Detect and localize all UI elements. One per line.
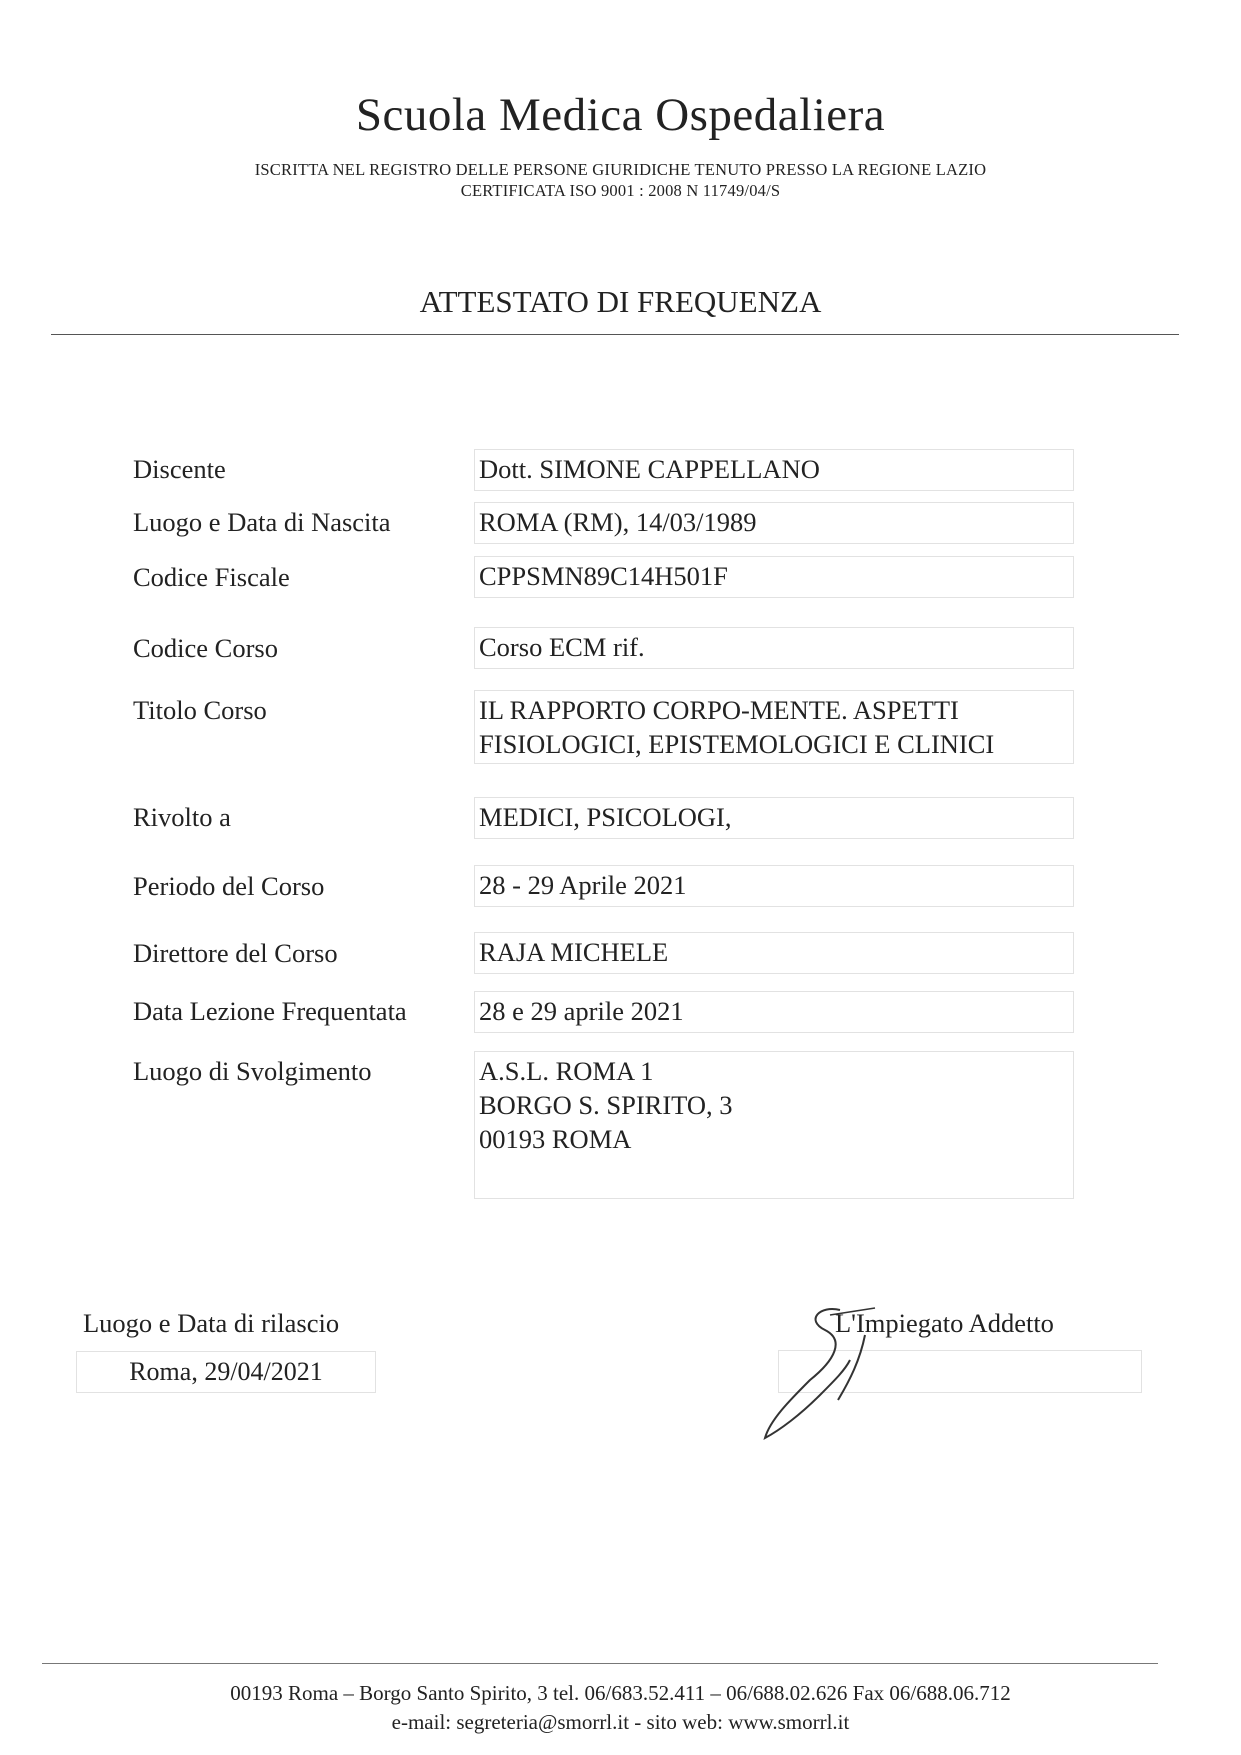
- certification-line: CERTIFICATA ISO 9001 : 2008 N 11749/04/S: [460, 181, 781, 200]
- field-label-periodo: Periodo del Corso: [133, 871, 325, 901]
- field-value-text: ROMA (RM), 14/03/1989: [479, 507, 757, 537]
- field-value-text: 28 e 29 aprile 2021: [479, 996, 684, 1026]
- field-value-line: 00193 ROMA: [479, 1124, 632, 1154]
- field-value-text: Dott. SIMONE CAPPELLANO: [479, 454, 820, 484]
- field-label-discente: Discente: [133, 454, 226, 484]
- field-value-text: 28 - 29 Aprile 2021: [479, 870, 687, 900]
- institution-name: Scuola Medica Ospedaliera: [355, 89, 886, 141]
- field-value-periodo: [474, 865, 1074, 907]
- footer-contacts: e-mail: segreteria@smorrl.it - sito web: www.smorrl.it: [391, 1710, 850, 1734]
- field-label-rivolto: Rivolto a: [133, 802, 231, 832]
- field-value-line: IL RAPPORTO CORPO-MENTE. ASPETTI: [479, 695, 959, 725]
- field-label-titolo-corso: Titolo Corso: [133, 695, 267, 725]
- release-value-box: [76, 1351, 376, 1393]
- field-value-discente: [474, 449, 1074, 491]
- field-value-nascita: [474, 502, 1074, 544]
- signatory-label: L'Impiegato Addetto: [835, 1308, 1054, 1338]
- handwritten-signature: [750, 1290, 930, 1460]
- release-value: Roma, 29/04/2021: [129, 1357, 323, 1386]
- footer-address: 00193 Roma – Borgo Santo Spirito, 3 tel. 06/683.52.411 – 06/688.02.626 Fax 06/688.06.712: [230, 1681, 1011, 1705]
- field-value-luogo-svolgimento: [474, 1051, 1074, 1199]
- field-value-data-lezione: [474, 991, 1074, 1033]
- header-divider: [51, 334, 1179, 335]
- field-value-line: A.S.L. ROMA 1: [479, 1056, 654, 1086]
- field-value-text: Corso ECM rif.: [479, 632, 645, 662]
- field-value-text: RAJA MICHELE: [479, 937, 669, 967]
- registry-line: ISCRITTA NEL REGISTRO DELLE PERSONE GIURIDICHE TENUTO PRESSO LA REGIONE LAZIO: [254, 160, 987, 179]
- field-value-titolo-corso: [474, 690, 1074, 764]
- field-value-direttore: [474, 932, 1074, 974]
- field-value-line: FISIOLOGICI, EPISTEMOLOGICI E CLINICI: [479, 729, 995, 759]
- field-label-direttore: Direttore del Corso: [133, 938, 338, 968]
- field-value-codice-fiscale: [474, 556, 1074, 598]
- field-label-luogo-svolgimento: Luogo di Svolgimento: [133, 1056, 372, 1086]
- field-value-codice-corso: [474, 627, 1074, 669]
- field-label-nascita: Luogo e Data di Nascita: [133, 507, 391, 537]
- field-value-text: CPPSMN89C14H501F: [479, 561, 728, 591]
- field-label-codice-corso: Codice Corso: [133, 633, 278, 663]
- field-label-codice-fiscale: Codice Fiscale: [133, 562, 290, 592]
- field-value-text: MEDICI, PSICOLOGI,: [479, 802, 732, 832]
- release-label: Luogo e Data di rilascio: [83, 1308, 340, 1338]
- field-label-data-lezione: Data Lezione Frequentata: [133, 996, 407, 1026]
- field-value-line: BORGO S. SPIRITO, 3: [479, 1090, 733, 1120]
- field-value-rivolto: [474, 797, 1074, 839]
- document-title: ATTESTATO DI FREQUENZA: [419, 284, 822, 319]
- footer-divider: [42, 1663, 1158, 1664]
